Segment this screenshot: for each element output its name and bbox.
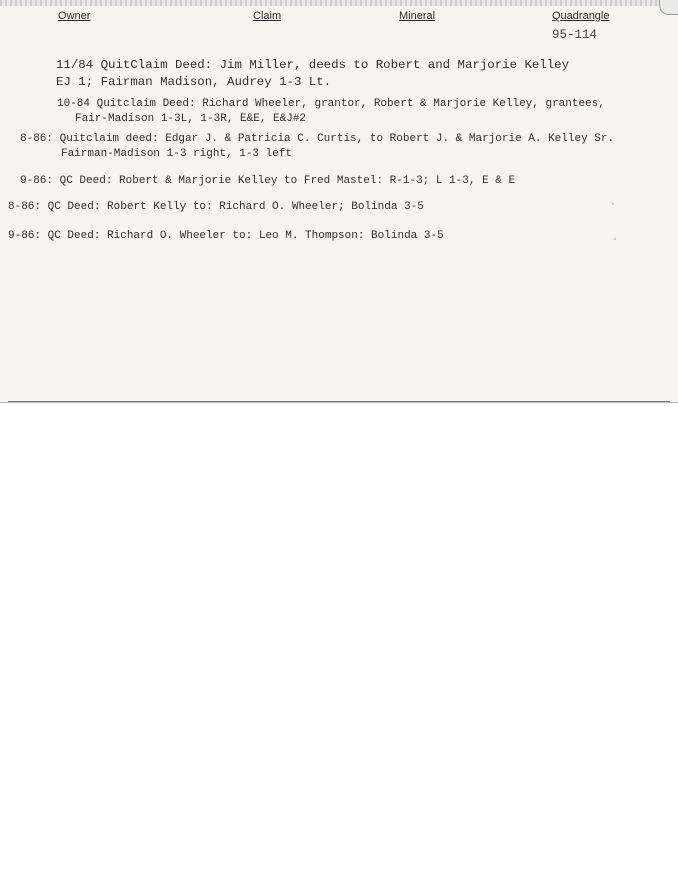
entry-4: [20, 174, 515, 189]
header-claim: Claim: [253, 10, 282, 22]
scan-speck: ◦: [612, 235, 619, 246]
card-corner-fold: [659, 0, 678, 15]
card-top-edge: [0, 0, 678, 6]
card-bottom-rule: [8, 401, 670, 402]
entry-6-line-1: 9-86: QC Deed: Richard O. Wheeler to: Leo M. Thompson: Bolinda 3-5: [8, 230, 444, 242]
header-owner: Owner: [58, 10, 91, 22]
entry-4-line-1: 9-86: QC Deed: Robert & Marjorie Kelley to Fred Mastel: R-1-3; L 1-3, E & E: [20, 175, 516, 187]
header-quadrangle: Quadrangle: [552, 10, 610, 22]
scan-speck: ◦: [610, 200, 617, 211]
entry-3-line-2: Fairman-Madison 1-3 right, 1-3 left: [61, 148, 293, 160]
entry-2-line-1: 10-84 Quitclaim Deed: Richard Wheeler, grantor, Robert & Marjorie Kelley, grantees,: [57, 98, 605, 110]
entry-1-line-1: 11/84 QuitClaim Deed: Jim Miller, deeds to Robert and Marjorie Kelley: [56, 58, 570, 72]
entry-5-line-1: 8-86: QC Deed: Robert Kelly to: Richard O. Wheeler; Bolinda 3-5: [8, 201, 424, 213]
entry-5: [8, 200, 424, 215]
entry-1-line-2: EJ 1; Fairman Madison, Audrey 1-3 Lt.: [56, 75, 332, 89]
header-mineral: Mineral: [399, 10, 436, 22]
entry-6: [8, 229, 444, 244]
entry-2: [57, 97, 605, 127]
record-card: [0, 0, 678, 403]
entry-2-line-2: Fair-Madison 1-3L, 1-3R, E&E, E&J#2: [75, 113, 307, 125]
entry-3: [20, 132, 614, 162]
card-reference-number: 95-114: [552, 28, 598, 42]
entry-3-line-1: 8-86: Quitclaim deed: Edgar J. & Patricia C. Curtis, to Robert J. & Marjorie A. Kelley Sr.: [20, 133, 615, 145]
entry-1: [56, 57, 569, 91]
